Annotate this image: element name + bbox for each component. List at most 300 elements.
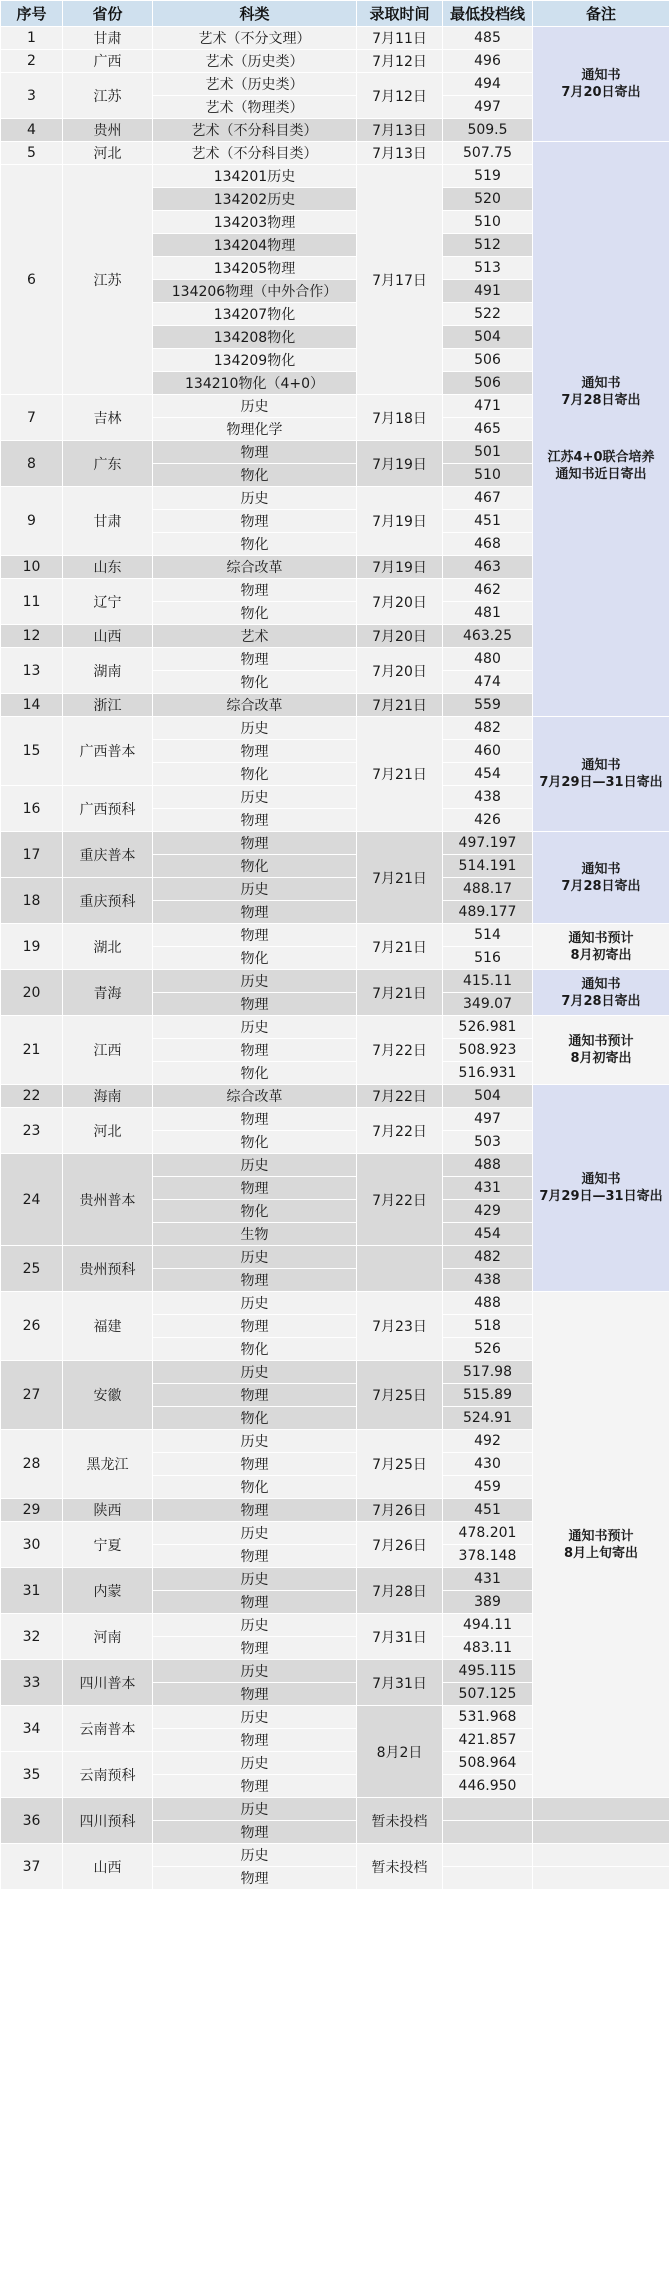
note-line: 通知书 — [581, 758, 621, 773]
score-cell: 468 — [443, 533, 533, 556]
seq-cell: 9 — [1, 487, 63, 556]
seq-cell: 23 — [1, 1108, 63, 1154]
admission-time-cell: 7月22日 — [357, 1016, 443, 1085]
subject-cell: 物理 — [153, 1591, 357, 1614]
table-row — [1, 1292, 669, 1315]
admission-time-cell: 7月13日 — [357, 142, 443, 165]
province-cell: 广西 — [63, 50, 153, 73]
table-row — [1, 1844, 669, 1867]
table-row — [1, 1798, 669, 1821]
subject-cell: 物理 — [153, 809, 357, 832]
subject-cell: 物理 — [153, 1867, 357, 1890]
subject-cell: 134207物化 — [153, 303, 357, 326]
subject-cell: 物化 — [153, 533, 357, 556]
seq-cell: 4 — [1, 119, 63, 142]
province-cell: 甘肃 — [63, 27, 153, 50]
admission-time-cell: 7月25日 — [357, 1430, 443, 1499]
score-cell: 480 — [443, 648, 533, 671]
seq-cell: 2 — [1, 50, 63, 73]
subject-cell: 历史 — [153, 1568, 357, 1591]
subject-cell: 物理化学 — [153, 418, 357, 441]
table-body — [1, 27, 669, 1890]
note-line: 通知书 — [581, 1172, 621, 1187]
seq-cell: 21 — [1, 1016, 63, 1085]
score-cell: 389 — [443, 1591, 533, 1614]
province-cell: 山东 — [63, 556, 153, 579]
score-cell: 507.75 — [443, 142, 533, 165]
score-cell: 524.91 — [443, 1407, 533, 1430]
note-line: 8月初寄出 — [570, 1051, 632, 1066]
province-cell: 河北 — [63, 1108, 153, 1154]
subject-cell: 艺术（不分文理） — [153, 27, 357, 50]
score-cell: 506 — [443, 372, 533, 395]
score-cell: 526 — [443, 1338, 533, 1361]
subject-cell: 艺术（历史类） — [153, 73, 357, 96]
province-cell: 广西预科 — [63, 786, 153, 832]
subject-cell: 物化 — [153, 464, 357, 487]
score-cell: 514 — [443, 924, 533, 947]
score-cell — [443, 1844, 533, 1867]
subject-cell: 历史 — [153, 786, 357, 809]
province-cell: 贵州预科 — [63, 1246, 153, 1292]
admission-time-cell: 7月21日 — [357, 694, 443, 717]
province-cell: 海南 — [63, 1085, 153, 1108]
subject-cell: 物理 — [153, 1775, 357, 1798]
note-cell-empty — [533, 1844, 669, 1867]
province-cell: 青海 — [63, 970, 153, 1016]
table-row — [1, 717, 669, 740]
subject-cell: 物化 — [153, 671, 357, 694]
subject-cell: 物理 — [153, 1729, 357, 1752]
subject-cell: 物理 — [153, 1683, 357, 1706]
table-row — [1, 1016, 669, 1039]
admission-time-cell: 7月18日 — [357, 395, 443, 441]
score-cell: 451 — [443, 1499, 533, 1522]
subject-cell: 艺术（不分科目类） — [153, 142, 357, 165]
score-cell: 467 — [443, 487, 533, 510]
seq-cell: 3 — [1, 73, 63, 119]
score-cell: 512 — [443, 234, 533, 257]
score-cell: 431 — [443, 1568, 533, 1591]
note-line: 8月初寄出 — [570, 947, 632, 963]
subject-cell: 物理 — [153, 1453, 357, 1476]
province-cell: 贵州普本 — [63, 1154, 153, 1246]
admission-time-cell: 7月19日 — [357, 441, 443, 487]
admission-time-cell: 8月2日 — [357, 1706, 443, 1798]
score-cell: 482 — [443, 1246, 533, 1269]
note-cell — [533, 142, 669, 717]
note-cell — [533, 832, 669, 924]
province-cell: 甘肃 — [63, 487, 153, 556]
subject-cell: 物理 — [153, 1821, 357, 1844]
subject-cell: 历史 — [153, 1798, 357, 1821]
subject-cell: 物理 — [153, 1315, 357, 1338]
header-time: 录取时间 — [357, 1, 443, 27]
score-cell: 349.07 — [443, 993, 533, 1016]
table-row — [1, 970, 669, 993]
score-cell: 431 — [443, 1177, 533, 1200]
note-line: 7月28日寄出 — [561, 393, 641, 408]
score-cell: 494.11 — [443, 1614, 533, 1637]
province-cell: 浙江 — [63, 694, 153, 717]
admission-time-cell: 7月19日 — [357, 556, 443, 579]
score-cell — [443, 1867, 533, 1890]
subject-cell: 物理 — [153, 510, 357, 533]
subject-cell: 物化 — [153, 1200, 357, 1223]
admission-time-cell: 7月17日 — [357, 165, 443, 395]
subject-cell: 物化 — [153, 763, 357, 786]
admission-time-cell: 7月20日 — [357, 579, 443, 625]
score-cell: 519 — [443, 165, 533, 188]
score-cell: 506 — [443, 349, 533, 372]
subject-cell: 134206物理（中外合作） — [153, 280, 357, 303]
subject-cell: 历史 — [153, 1016, 357, 1039]
subject-cell: 物理 — [153, 1269, 357, 1292]
note-cell — [533, 27, 669, 142]
admission-time-cell: 7月31日 — [357, 1660, 443, 1706]
score-cell: 459 — [443, 1476, 533, 1499]
score-cell: 516 — [443, 947, 533, 970]
table-row — [1, 1085, 669, 1108]
province-cell: 广东 — [63, 441, 153, 487]
score-cell: 429 — [443, 1200, 533, 1223]
subject-cell: 历史 — [153, 1361, 357, 1384]
header-score: 最低投档线 — [443, 1, 533, 27]
score-cell: 488 — [443, 1292, 533, 1315]
seq-cell: 32 — [1, 1614, 63, 1660]
score-cell: 517.98 — [443, 1361, 533, 1384]
province-cell: 重庆普本 — [63, 832, 153, 878]
table-row — [1, 142, 669, 165]
province-cell: 河南 — [63, 1614, 153, 1660]
admission-time-cell: 7月25日 — [357, 1361, 443, 1430]
seq-cell: 26 — [1, 1292, 63, 1361]
subject-cell: 物理 — [153, 1545, 357, 1568]
subject-cell: 134205物理 — [153, 257, 357, 280]
subject-cell: 134201历史 — [153, 165, 357, 188]
province-cell: 宁夏 — [63, 1522, 153, 1568]
subject-cell: 艺术（不分科目类） — [153, 119, 357, 142]
subject-cell: 综合改革 — [153, 1085, 357, 1108]
header-note: 备注 — [533, 1, 669, 27]
subject-cell: 历史 — [153, 487, 357, 510]
note-line: 通知书预计 — [568, 1034, 634, 1049]
seq-cell: 35 — [1, 1752, 63, 1798]
score-cell: 510 — [443, 211, 533, 234]
note-line: 7月28日寄出 — [561, 993, 641, 1009]
note-line: 7月28日寄出 — [561, 878, 641, 894]
subject-cell: 综合改革 — [153, 556, 357, 579]
score-cell: 481 — [443, 602, 533, 625]
admission-time-cell: 7月21日 — [357, 924, 443, 970]
subject-cell: 物化 — [153, 1131, 357, 1154]
province-cell: 福建 — [63, 1292, 153, 1361]
score-cell: 489.177 — [443, 901, 533, 924]
seq-cell: 16 — [1, 786, 63, 832]
seq-cell: 19 — [1, 924, 63, 970]
seq-cell: 6 — [1, 165, 63, 395]
subject-cell: 物理 — [153, 579, 357, 602]
score-cell: 438 — [443, 1269, 533, 1292]
score-cell: 508.923 — [443, 1039, 533, 1062]
score-cell: 446.950 — [443, 1775, 533, 1798]
score-cell: 496 — [443, 50, 533, 73]
note-line: 8月上旬寄出 — [563, 1545, 639, 1561]
admission-time-cell — [357, 1246, 443, 1292]
admission-time-cell: 暂未投档 — [357, 1844, 443, 1890]
seq-cell: 31 — [1, 1568, 63, 1614]
score-cell: 504 — [443, 326, 533, 349]
seq-cell: 20 — [1, 970, 63, 1016]
admission-time-cell: 7月20日 — [357, 625, 443, 648]
province-cell: 广西普本 — [63, 717, 153, 786]
subject-cell: 历史 — [153, 395, 357, 418]
subject-cell: 物理 — [153, 1637, 357, 1660]
seq-cell: 29 — [1, 1499, 63, 1522]
note-line: 7月29日—31日寄出 — [539, 1189, 663, 1204]
score-cell: 478.201 — [443, 1522, 533, 1545]
note-cell-empty — [533, 1867, 669, 1890]
subject-cell: 物理 — [153, 1384, 357, 1407]
score-cell: 488.17 — [443, 878, 533, 901]
score-cell: 451 — [443, 510, 533, 533]
score-cell: 559 — [443, 694, 533, 717]
seq-cell: 34 — [1, 1706, 63, 1752]
subject-cell: 物理 — [153, 740, 357, 763]
province-cell: 河北 — [63, 142, 153, 165]
admission-time-cell: 7月22日 — [357, 1154, 443, 1246]
score-cell: 508.964 — [443, 1752, 533, 1775]
score-cell: 471 — [443, 395, 533, 418]
admission-time-cell: 7月22日 — [357, 1108, 443, 1154]
score-cell: 438 — [443, 786, 533, 809]
score-cell: 516.931 — [443, 1062, 533, 1085]
seq-cell: 30 — [1, 1522, 63, 1568]
subject-cell: 历史 — [153, 1752, 357, 1775]
seq-cell: 28 — [1, 1430, 63, 1499]
table-row — [1, 832, 669, 855]
note-line: 通知书 — [581, 976, 621, 992]
score-cell: 426 — [443, 809, 533, 832]
subject-cell: 历史 — [153, 970, 357, 993]
subject-cell: 历史 — [153, 878, 357, 901]
score-cell: 526.981 — [443, 1016, 533, 1039]
admission-time-cell: 7月21日 — [357, 970, 443, 1016]
subject-cell: 历史 — [153, 1430, 357, 1453]
seq-cell: 25 — [1, 1246, 63, 1292]
subject-cell: 物理 — [153, 1108, 357, 1131]
score-cell: 460 — [443, 740, 533, 763]
subject-cell: 艺术（物理类） — [153, 96, 357, 119]
province-cell: 内蒙 — [63, 1568, 153, 1614]
admission-time-cell: 7月21日 — [357, 832, 443, 924]
province-cell: 辽宁 — [63, 579, 153, 625]
province-cell: 陕西 — [63, 1499, 153, 1522]
header-row — [1, 1, 669, 27]
admission-time-cell: 7月23日 — [357, 1292, 443, 1361]
province-cell: 山西 — [63, 1844, 153, 1890]
seq-cell: 13 — [1, 648, 63, 694]
province-cell: 安徽 — [63, 1361, 153, 1430]
score-cell: 462 — [443, 579, 533, 602]
score-cell: 488 — [443, 1154, 533, 1177]
score-cell: 430 — [443, 1453, 533, 1476]
seq-cell: 12 — [1, 625, 63, 648]
score-cell: 463.25 — [443, 625, 533, 648]
note-line: 7月20日寄出 — [561, 85, 641, 100]
note-line: 通知书近日寄出 — [555, 467, 647, 482]
subject-cell: 物化 — [153, 1338, 357, 1361]
score-cell: 497 — [443, 96, 533, 119]
seq-cell: 14 — [1, 694, 63, 717]
score-cell: 504 — [443, 1085, 533, 1108]
province-cell: 江苏 — [63, 165, 153, 395]
score-cell: 454 — [443, 1223, 533, 1246]
header-subject: 科类 — [153, 1, 357, 27]
province-cell: 重庆预科 — [63, 878, 153, 924]
note-line: 通知书预计 — [568, 930, 634, 946]
subject-cell: 134204物理 — [153, 234, 357, 257]
header-seq: 序号 — [1, 1, 63, 27]
score-cell: 501 — [443, 441, 533, 464]
subject-cell: 物理 — [153, 1177, 357, 1200]
note-line: 通知书 — [581, 376, 621, 391]
subject-cell: 物化 — [153, 855, 357, 878]
seq-cell: 11 — [1, 579, 63, 625]
subject-cell: 物化 — [153, 1407, 357, 1430]
note-line: 通知书预计 — [568, 1528, 634, 1544]
seq-cell: 10 — [1, 556, 63, 579]
seq-cell: 22 — [1, 1085, 63, 1108]
province-cell: 吉林 — [63, 395, 153, 441]
score-cell: 463 — [443, 556, 533, 579]
score-cell: 491 — [443, 280, 533, 303]
admission-time-cell: 7月31日 — [357, 1614, 443, 1660]
note-cell-empty — [533, 1798, 669, 1821]
note-cell — [533, 717, 669, 832]
note-line: 7月29日—31日寄出 — [539, 775, 663, 790]
subject-cell: 历史 — [153, 1660, 357, 1683]
seq-cell: 18 — [1, 878, 63, 924]
admission-time-cell: 7月26日 — [357, 1499, 443, 1522]
subject-cell: 历史 — [153, 1292, 357, 1315]
note-cell-empty — [533, 1821, 669, 1844]
province-cell: 云南普本 — [63, 1706, 153, 1752]
subject-cell: 物理 — [153, 832, 357, 855]
score-cell — [443, 1798, 533, 1821]
seq-cell: 27 — [1, 1361, 63, 1430]
subject-cell: 历史 — [153, 1844, 357, 1867]
admission-time-cell: 7月22日 — [357, 1085, 443, 1108]
province-cell: 江西 — [63, 1016, 153, 1085]
admission-time-cell: 7月21日 — [357, 717, 443, 832]
score-cell: 454 — [443, 763, 533, 786]
subject-cell: 综合改革 — [153, 694, 357, 717]
subject-cell: 历史 — [153, 1614, 357, 1637]
seq-cell: 8 — [1, 441, 63, 487]
subject-cell: 历史 — [153, 1522, 357, 1545]
subject-cell: 艺术 — [153, 625, 357, 648]
score-cell: 510 — [443, 464, 533, 487]
province-cell: 黑龙江 — [63, 1430, 153, 1499]
score-cell: 507.125 — [443, 1683, 533, 1706]
subject-cell: 物理 — [153, 1499, 357, 1522]
score-cell: 465 — [443, 418, 533, 441]
subject-cell: 物理 — [153, 1039, 357, 1062]
score-cell: 492 — [443, 1430, 533, 1453]
province-cell: 贵州 — [63, 119, 153, 142]
province-cell: 四川普本 — [63, 1660, 153, 1706]
score-cell: 497.197 — [443, 832, 533, 855]
province-cell: 湖南 — [63, 648, 153, 694]
subject-cell: 物理 — [153, 441, 357, 464]
subject-cell: 134208物化 — [153, 326, 357, 349]
score-cell: 494 — [443, 73, 533, 96]
admission-time-cell: 7月13日 — [357, 119, 443, 142]
subject-cell: 生物 — [153, 1223, 357, 1246]
seq-cell: 37 — [1, 1844, 63, 1890]
admission-time-cell: 7月12日 — [357, 50, 443, 73]
score-cell: 503 — [443, 1131, 533, 1154]
seq-cell: 24 — [1, 1154, 63, 1246]
table-row — [1, 924, 669, 947]
score-cell: 518 — [443, 1315, 533, 1338]
note-line: 通知书 — [581, 861, 621, 877]
admission-time-cell: 暂未投档 — [357, 1798, 443, 1844]
subject-cell: 134209物化 — [153, 349, 357, 372]
note-cell — [533, 1085, 669, 1292]
note-line: 通知书 — [581, 68, 621, 83]
table-row — [1, 27, 669, 50]
subject-cell: 物化 — [153, 947, 357, 970]
score-cell: 520 — [443, 188, 533, 211]
score-cell: 497 — [443, 1108, 533, 1131]
note-cell — [533, 970, 669, 1016]
subject-cell: 历史 — [153, 1154, 357, 1177]
seq-cell: 15 — [1, 717, 63, 786]
score-cell: 421.857 — [443, 1729, 533, 1752]
subject-cell: 134202历史 — [153, 188, 357, 211]
score-cell: 509.5 — [443, 119, 533, 142]
seq-cell: 5 — [1, 142, 63, 165]
subject-cell: 艺术（历史类） — [153, 50, 357, 73]
score-cell: 415.11 — [443, 970, 533, 993]
score-cell: 522 — [443, 303, 533, 326]
score-cell: 495.115 — [443, 1660, 533, 1683]
score-cell: 531.968 — [443, 1706, 533, 1729]
seq-cell: 1 — [1, 27, 63, 50]
note-cell — [533, 924, 669, 970]
admission-time-cell: 7月20日 — [357, 648, 443, 694]
score-cell: 378.148 — [443, 1545, 533, 1568]
score-cell: 482 — [443, 717, 533, 740]
seq-cell: 7 — [1, 395, 63, 441]
seq-cell: 36 — [1, 1798, 63, 1844]
header-province: 省份 — [63, 1, 153, 27]
province-cell: 云南预科 — [63, 1752, 153, 1798]
subject-cell: 物化 — [153, 1476, 357, 1499]
province-cell: 江苏 — [63, 73, 153, 119]
admission-time-cell: 7月19日 — [357, 487, 443, 556]
province-cell: 湖北 — [63, 924, 153, 970]
seq-cell: 33 — [1, 1660, 63, 1706]
province-cell: 四川预科 — [63, 1798, 153, 1844]
subject-cell: 物理 — [153, 901, 357, 924]
subject-cell: 物化 — [153, 602, 357, 625]
admission-time-cell: 7月26日 — [357, 1522, 443, 1568]
score-cell: 513 — [443, 257, 533, 280]
subject-cell: 134203物理 — [153, 211, 357, 234]
